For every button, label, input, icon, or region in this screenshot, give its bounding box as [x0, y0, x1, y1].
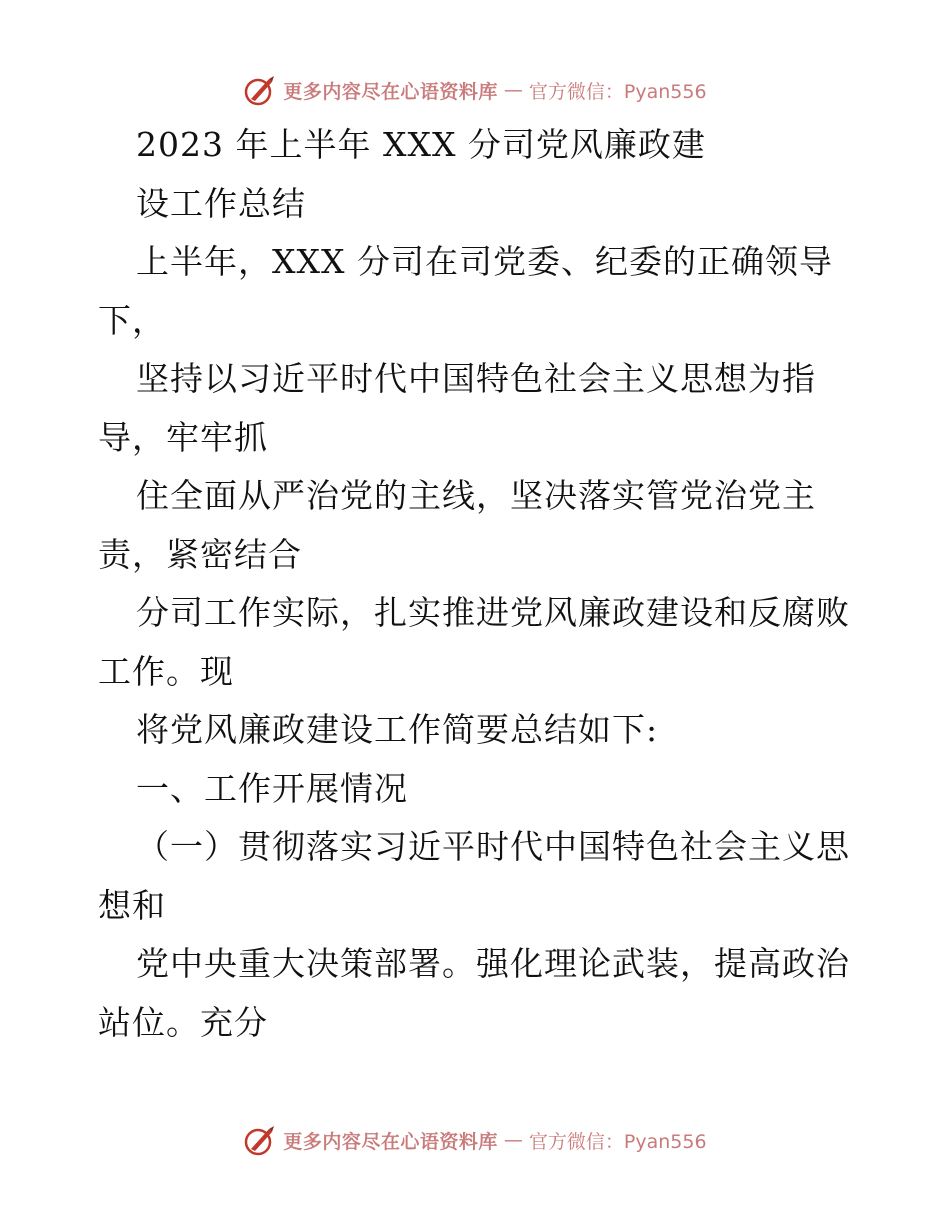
document-line: 一、工作开展情况 — [136, 768, 408, 808]
watermark-main-text: 更多内容尽在心语资料库 — [283, 1130, 498, 1153]
document-line: 将党风廉政建设工作简要总结如下: — [136, 710, 659, 749]
document-line: 工作。现 — [98, 651, 234, 691]
document-line: 党中央重大决策部署。强化理论武装，提高政治 — [136, 944, 850, 983]
document-line: 导，牢牢抓 — [98, 417, 268, 457]
watermark-main-text: 更多内容尽在心语资料库 — [283, 80, 498, 103]
document-line: 站位。充分 — [98, 1002, 268, 1042]
watermark-separator: — — [503, 79, 523, 101]
quill-pen-icon — [243, 1123, 277, 1157]
document-line: 下， — [98, 300, 166, 340]
document-line: 坚持以习近平时代中国特色社会主义思想为指 — [136, 359, 816, 398]
document-line: 住全面从严治党的主线，坚决落实管党治党主 — [136, 476, 816, 515]
quill-pen-icon — [243, 73, 277, 107]
document-line: 想和 — [98, 885, 166, 925]
footer-watermark — [0, 1120, 950, 1160]
document-line: （一）贯彻落实习近平时代中国特色社会主义思 — [136, 827, 850, 866]
document-line: 分司工作实际，扎实推进党风廉政建设和反腐败 — [136, 593, 850, 632]
document-line: 2023 年上半年 XXX 分司党风廉政建 — [136, 125, 706, 164]
watermark-contact-text: 官方微信：Pyan556 — [528, 1130, 707, 1153]
document-line: 上半年，XXX 分司在司党委、纪委的正确领导 — [136, 242, 833, 281]
document-body — [98, 116, 858, 1052]
watermark-separator: — — [503, 1129, 523, 1151]
document-line: 设工作总结 — [136, 183, 306, 223]
header-watermark — [0, 70, 950, 110]
document-line: 责，紧密结合 — [98, 534, 302, 574]
watermark-contact-text: 官方微信：Pyan556 — [528, 80, 707, 103]
